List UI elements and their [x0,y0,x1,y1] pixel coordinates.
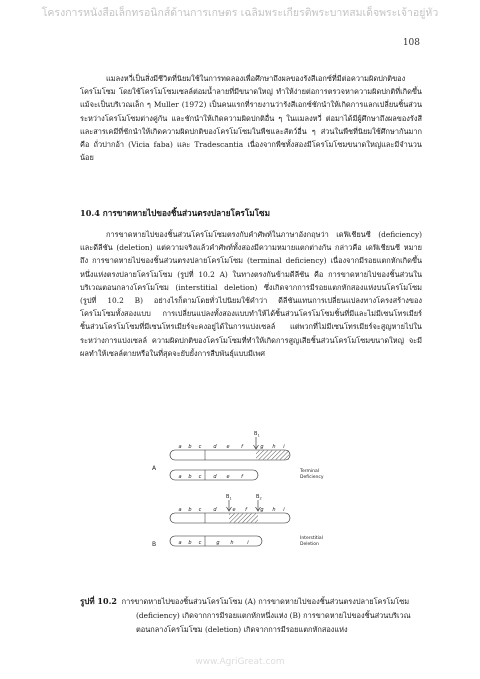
gene-label: f [245,507,247,513]
figure-caption [80,594,430,637]
gene-label: h [230,540,234,546]
terminal-label-2: Deficiency [300,475,324,480]
gene-label: a [178,540,182,546]
genes-b-top [178,507,285,513]
panel-b-label: B [152,541,157,548]
gene-label: a [178,444,182,450]
chromosome-deletion-figure [150,428,360,568]
gene-label: b [188,444,192,450]
gene-label: e [226,474,230,480]
gene-label: e [226,444,230,450]
gene-label: i [247,540,249,546]
interstitial-label-1: Interstitial [300,536,323,541]
gene-label: b [188,507,192,513]
chromosome-b-original [170,513,290,523]
caption-line-2: (deficiency) เกิดจากการมีรอยแตกหักหนึ่งแห่ง (B) การขาดหายไปของชิ้นส่วนบริเวณ [136,611,411,620]
gene-label: c [198,474,202,480]
section-title: 10.4 การขาดหายไปของชิ้นส่วนตรงปลายโครโมโซม [80,208,270,218]
chromosome-a-original [170,450,290,460]
caption-line-1: การขาดหายไปของชิ้นส่วนโครโมโซม (A) การขาดหายไปของชิ้นส่วนตรงปลายโครโมโซม [121,597,410,606]
gene-label: a [178,474,182,480]
gene-label: g [260,507,264,513]
page-header: โครงการหนังสือเล็กทรอนิกส์ด้านการเกษตร เฉลิมพระเกียรติพระบาทสมเด็จพระเจ้าอยู่หัว [41,7,439,19]
terminal-label-1: Terminal [300,469,320,474]
caption-line-3: ตอนกลางโครโมโซม (deletion) เกิดจากการมีรอยแตกหักสองแห่ง [136,625,348,634]
gene-label: h [272,507,276,513]
gene-label: c [198,540,202,546]
gene-label: b [188,474,192,480]
paragraph-1-text: แมลงหวี่เป็นสิ่งมีชีวิตที่นิยมใช้ในการทดลองเพื่อศึกษาถึงผลของรังสีเอกซ์ที่มีต่อความผิดปกติของโครโมโซม โดยใช้โครโมโซมเซลล์ต่อมน้ำลายที่มีขนาดใหญ่ ทำให้ง่ายต่อการตรวจหาความผิดปกติที่เกิดขึ้นแม้จะเป็นบริเวณเล็ก ๆ Muller (1972) เป็นคนแรกที่รายงานว่ารังสีเอกซ์ชักนำให้เกิดการแลกเปลี่ยนชิ้นส่วนระหว่างโครโมโซมต่างคู่กัน และชักนำให้เกิดความผิดปกติอื่น ๆ ในแมลงหวี่ ต่อมาได้มีผู้ศึกษาถึงผลของรังสีและสารเคมีที่ชักนำให้เกิดความผิดปกติของโครโมโซมในพืชและสัตว์อื่น ๆ ส่วนในพืชที่นิยมใช้ศึกษากันมากคือ ถั่วปากอ้า (Vicia faba) และ Tradescantia เนื่องจากพืชทั้งสองมีโครโมโซมขนาดใหญ่และมีจำนวนน้อย [80,74,422,163]
gene-label: b [188,540,192,546]
panel-a-label: A [152,465,157,472]
genes-a-top [178,444,285,450]
interstitial-label-2: Deletion [300,542,319,547]
gene-label: d [213,474,217,480]
page-number: 108 [402,38,420,48]
gene-label: a [178,507,182,513]
paragraph-1 [80,72,422,164]
break-b1-label: $B_1$ [226,494,232,501]
gene-label: h [272,444,276,450]
break-a-label: $B_1$ [254,431,260,438]
gene-label: d [213,507,217,513]
paragraph-2 [80,228,422,360]
gene-label: i [283,507,285,513]
page-footer: www.AgriGreat.com [195,657,285,667]
gene-label: c [198,507,202,513]
caption-label: รูปที่ 10.2 [80,596,117,606]
gene-label: e [232,507,236,513]
gene-label: g [216,540,220,546]
paragraph-2-text: การขาดหายไปของชิ้นส่วนโครโมโซมตรงกับคำศัพท์ในภาษาอังกฤษว่า เดฟิเชียนซี (deficiency) และดีลีชัน (deletion) แต่ความจริงแล้วคำศัพท์ทั้งสองมีความหมายแตกต่างกัน กล่าวคือ เดฟิเชียนซี หมายถึง การขาดหายไปของชิ้นส่วนตรงปลายโครโมโซม (terminal deficiency) เนื่องจากมีรอยแตกหักเกิดขึ้นหนึ่งแห่งตรงปลายโครโมโซม (รูปที่ 10.2 A) ในทางตรงกันข้ามดีลีชัน คือ การขาดหายไปของชิ้นส่วนในบริเวณตอนกลางโครโมโซม (interstitial deletion) ซึ่งเกิดจากการมีรอยแตกหักสองแห่งบนโครโมโซม (รูปที่ 10.2 B) อย่างไรก็ตามโดยทั่วไปนิยมใช้คำว่า ดีลีชันแทนการเปลี่ยนแปลงทางโครงสร้างของโครโมโซมทั้งสองแบบ การเปลี่ยนแปลงทั้งสองแบบทำให้ได้ชิ้นส่วนโครโมโซมชิ้นที่มีและไม่มีเซนโทรเมียร์ ชิ้นส่วนโครโมโซมที่มีเซนโทรเมียร์จะคงอยู่ได้ในการแบ่งเซลล์ แต่พวกที่ไม่มีเซนโทรเมียร์จะสูญหายไปในระหว่างการแบ่งเซลล์ ความผิดปกติของโครโมโซมที่ทำให้เกิดการสูญเสียชิ้นส่วนโครโมโซมขนาดใหญ่ จะมีผลทำให้เซลล์ตายหรือในที่สุดจะยับยั้งการสืบพันธุ์แบบมีเพศ [80,230,422,358]
break-b2-label: $B_2$ [256,494,262,501]
gene-label: f [241,444,243,450]
gene-label: g [260,444,264,450]
gene-label: f [241,474,243,480]
gene-label: i [283,444,285,450]
gene-label: d [213,444,217,450]
gene-label: c [198,444,202,450]
